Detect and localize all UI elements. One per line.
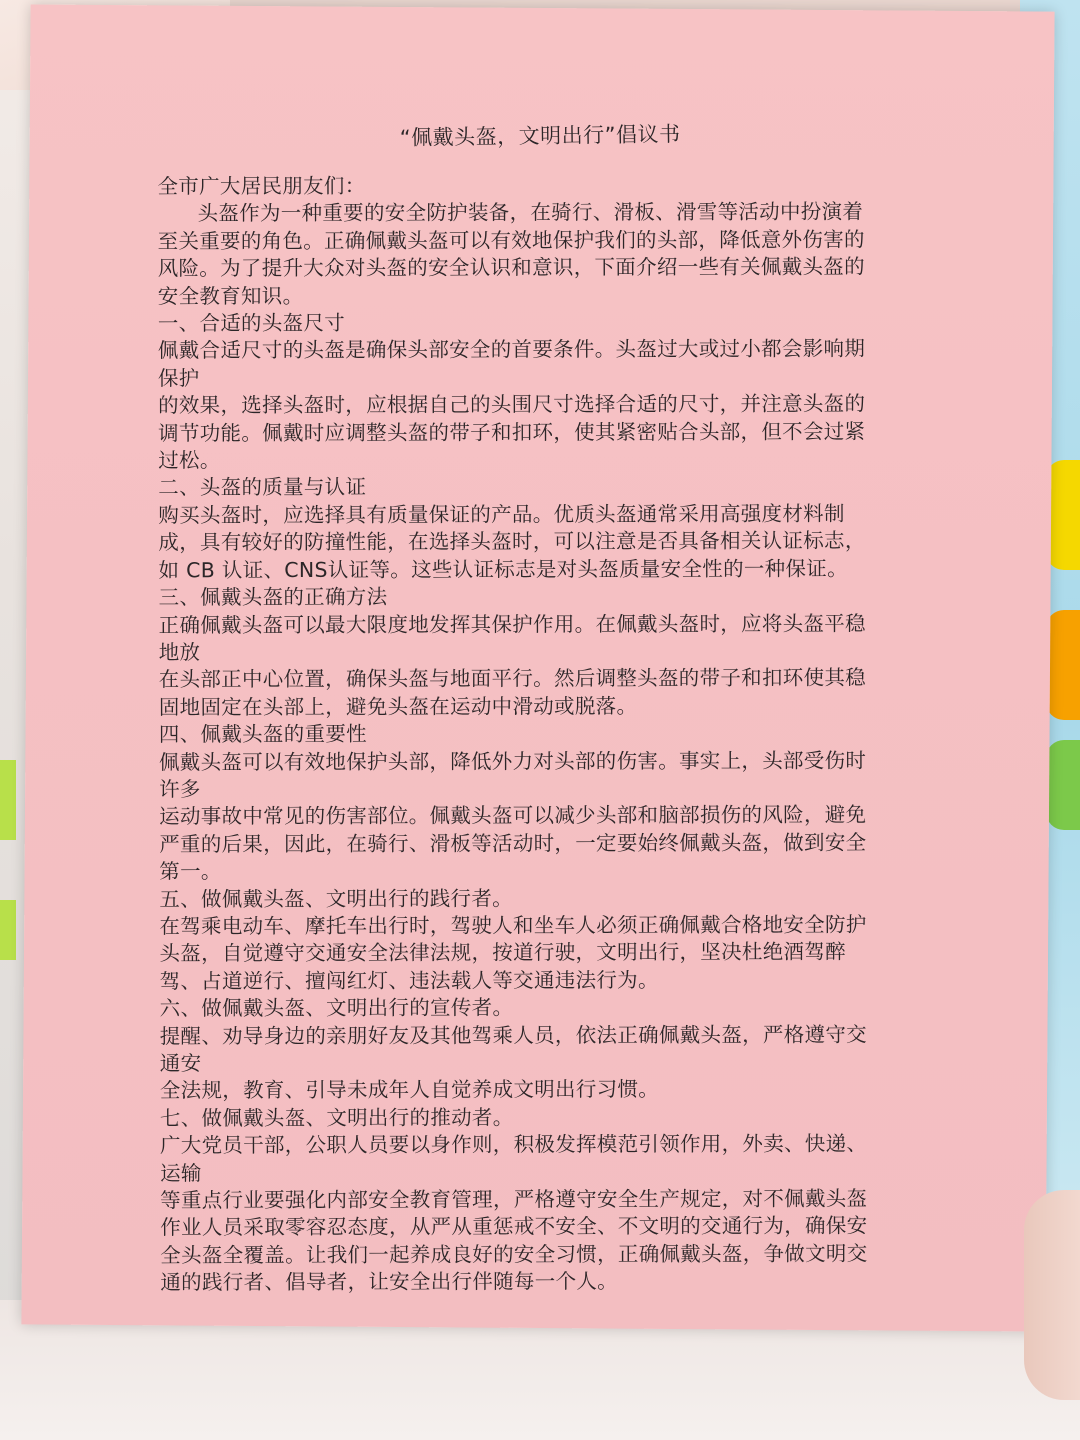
section-heading-1: 一、合适的头盔尺寸 <box>157 310 346 336</box>
body-line: 通的践行者、倡导者，让安全出行伴随每一个人。 <box>160 1269 618 1295</box>
background-green-shape <box>1046 740 1080 830</box>
body-line: 广大党员干部，公职人员要以身作则，积极发挥模范引领作用，外卖、快递、 <box>159 1131 868 1158</box>
body-line: 运动事故中常见的伤害部位。佩戴头盔可以减少头部和脑部损伤的风险，避免 <box>159 802 867 829</box>
body-line: 在驾乘电动车、摩托车出行时，驾驶人和坐车人必须正确佩戴合格地安全防护 <box>159 912 867 939</box>
body-line: 风险。为了提升大众对头盔的安全认识和意识，下面介绍一些有关佩戴头盔的 <box>157 254 865 281</box>
background-orange-shape <box>1046 610 1080 720</box>
body-line: 佩戴合适尺寸的头盔是确保头部安全的首要条件。头盔过大或过小都会影响期 <box>157 336 866 363</box>
body-line: 严重的后果，因此，在骑行、滑板等活动时，一定要始终佩戴头盔，做到安全 <box>159 830 867 857</box>
pink-paper <box>21 4 1054 1331</box>
body-line: 提醒、劝导身边的亲朋好友及其他驾乘人员，依法正确佩戴头盔，严格遵守交 <box>159 1022 867 1048</box>
section-heading-7: 七、做佩戴头盔、文明出行的推动者。 <box>159 1105 514 1131</box>
body-line: 头盔，自觉遵守交通安全法律法规，按道行驶，文明出行，坚决杜绝酒驾醉 <box>159 939 846 966</box>
background-green-strip-1 <box>0 760 16 840</box>
body-line: 正确佩戴头盔可以最大限度地发挥其保护作用。在佩戴头盔时，应将头盔平稳 <box>158 610 866 637</box>
body-line: 成，具有较好的防撞性能，在选择头盔时，可以注意是否具备相关认证标志， <box>158 528 866 555</box>
body-line: 全头盔全覆盖。让我们一起养成良好的安全习惯，正确佩戴头盔，争做文明交 <box>160 1241 868 1268</box>
body-line: 头盔作为一种重要的安全防护装备，在骑行、滑板、滑雪等活动中扮演着 <box>197 199 864 226</box>
body-line: 第一。 <box>159 859 222 884</box>
body-line: 驾、占道逆行、擅闯红灯、违法载人等交通违法行为。 <box>159 967 659 994</box>
body-line: 购买头盔时，应选择具有质量保证的产品。优质头盔通常采用高强度材料制 <box>158 501 845 528</box>
document-title: “佩戴头盔，文明出行”倡议书 <box>399 122 681 150</box>
section-heading-4: 四、佩戴头盔的重要性 <box>158 721 367 747</box>
section-heading-2: 二、头盔的质量与认证 <box>158 475 367 500</box>
body-line: 如 CB 认证、CNS认证等。这些认证标志是对头盔质量安全性的一种保证。 <box>158 556 848 583</box>
section-heading-3: 三、佩戴头盔的正确方法 <box>158 584 388 610</box>
body-line: 作业人员采取零容忍态度，从严从重惩戒不安全、不文明的交通行为，确保安 <box>160 1213 868 1240</box>
background-green-strip-2 <box>0 900 16 960</box>
body-line: 地放 <box>158 640 201 665</box>
section-heading-6: 六、做佩戴头盔、文明出行的宣传者。 <box>159 995 514 1021</box>
body-line: 在头部正中心位置，确保头盔与地面平行。然后调整头盔的带子和扣环使其稳 <box>158 665 867 692</box>
body-line: 安全教育知识。 <box>157 283 304 308</box>
thumb <box>1024 1190 1080 1400</box>
salutation: 全市广大居民朋友们： <box>157 173 366 199</box>
body-line: 运输 <box>160 1160 202 1185</box>
body-line: 许多 <box>159 777 201 802</box>
body-line: 至关重要的角色。正确佩戴头盔可以有效地保护我们的头部，降低意外伤害的 <box>157 227 865 254</box>
body-line: 固地固定在头部上，避免头盔在运动中滑动或脱落。 <box>158 693 638 720</box>
body-line: 佩戴头盔可以有效地保护头部，降低外力对头部的伤害。事实上，头部受伤时 <box>158 748 867 774</box>
section-heading-5: 五、做佩戴头盔、文明出行的践行者。 <box>159 885 513 911</box>
body-line: 全法规，教育、引导未成年人自觉养成文明出行习惯。 <box>159 1077 660 1103</box>
body-line: 过松。 <box>158 448 221 473</box>
body-line: 保护 <box>157 366 200 391</box>
body-line: 等重点行业要强化内部安全教育管理，严格遵守安全生产规定，对不佩戴头盔 <box>160 1186 868 1213</box>
body-line: 调节功能。佩戴时应调整头盔的带子和扣环，使其紧密贴合头部，但不会过紧 <box>158 419 866 445</box>
body-line: 通安 <box>159 1051 202 1076</box>
body-line: 的效果，选择头盔时，应根据自己的头围尺寸选择合适的尺寸，并注意头盔的 <box>158 391 866 418</box>
document-body <box>157 171 900 1297</box>
